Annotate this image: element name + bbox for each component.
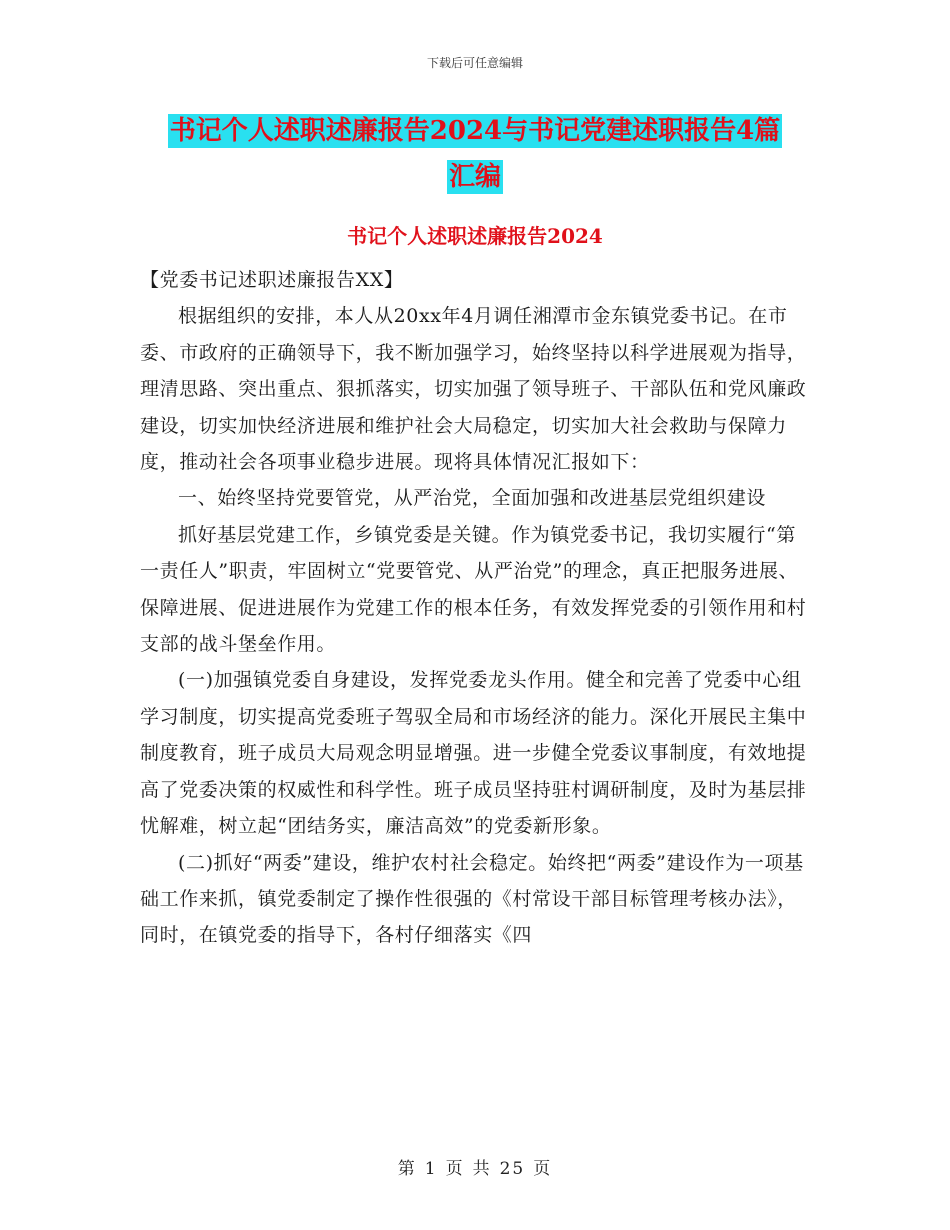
total-pages: 25 (499, 1159, 526, 1179)
footer-of: 共 (472, 1159, 492, 1179)
title-line-2: 汇编 (448, 162, 501, 192)
footer-mid: 页 (445, 1159, 465, 1179)
section-title: 书记个人述职述廉报告2024 (347, 224, 603, 248)
header-note: 下载后可任意编辑 (426, 56, 523, 70)
paragraph: 根据组织的安排，本人从20xx年4月调任湘潭市金东镇党委书记。在市委、市政府的正确领导下，我不断加强学习，始终坚持以科学进展观为指导，理清思路、突出重点、狠抓落实，切实加强了领导班子、干部队伍和党风廉政建设，切实加快经济进展和维护社会大局稳定，切实加大社会救助与保障力度，推动社会各项事业稳步进展。现将具体情况汇报如下： (140, 305, 807, 474)
document-title (0, 108, 950, 200)
current-page-number: 1 (424, 1159, 438, 1179)
paragraph: (一)加强镇党委自身建设，发挥党委龙头作用。健全和完善了党委中心组学习制度，切实提高党委班子驾驭全局和市场经济的能力。深化开展民主集中制度教育，班子成员大局观念明显增强。进一步健全党委议事制度，有效地提高了党委决策的权威性和科学性。班子成员坚持驻村调研制度，及时为基层排忧解难，树立起“团结务实，廉洁高效”的党委新形象。 (140, 669, 807, 838)
page-footer (0, 1154, 950, 1179)
footer-prefix: 第 (397, 1159, 417, 1179)
paragraph-heading: 一、始终坚持党要管党，从严治党，全面加强和改进基层党组织建设 (178, 487, 767, 510)
title-line-1: 书记个人述职述廉报告2024与书记党建述职报告4篇 (169, 116, 781, 146)
paragraph: 抓好基层党建工作，乡镇党委是关键。作为镇党委书记，我切实履行“第一责任人”职责，牢固树立“党要管党、从严治党”的理念，真正把服务进展、保障进展、促进进展作为党建工作的根本任务，有效发挥党委的引领作用和村支部的战斗堡垒作用。 (140, 523, 807, 656)
paragraph-tag: 【党委书记述职述廉报告XX】 (140, 269, 404, 291)
body-text (140, 262, 812, 954)
footer-suffix: 页 (533, 1159, 553, 1179)
paragraph: (二)抓好“两委”建设，维护农村社会稳定。始终把“两委”建设作为一项基础工作来抓，镇党委制定了操作性很强的《村常设干部目标管理考核办法》，同时，在镇党委的指导下，各村仔细落实《四 (140, 851, 804, 947)
